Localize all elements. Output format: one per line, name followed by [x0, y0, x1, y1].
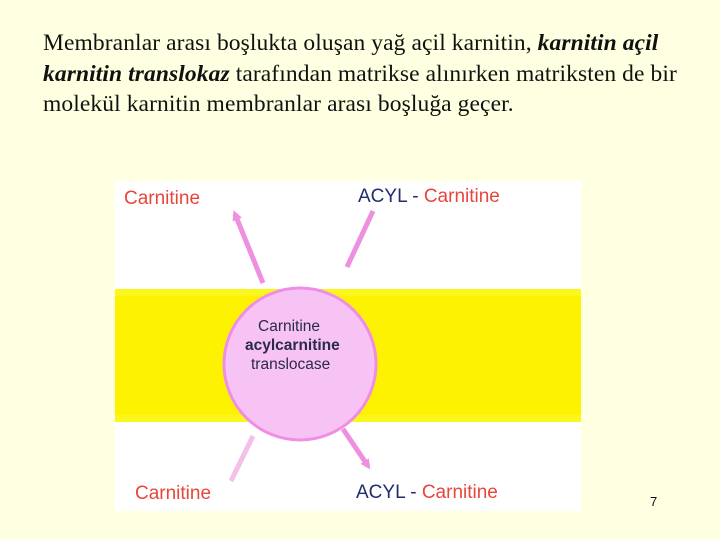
- label-acyl-carnitine-top: [358, 186, 500, 208]
- label-carnitine-bottom-left: Carnitine: [135, 483, 212, 504]
- arrow-in-top-right: [347, 211, 373, 267]
- label-carnitine-top-left: Carnitine: [124, 188, 201, 209]
- circle-label-line1: Carnitine: [258, 318, 321, 335]
- body-paragraph: [43, 28, 693, 120]
- label-carnitine-top-right: Carnitine: [423, 186, 500, 207]
- paragraph-text-part1: Membranlar arası boşlukta oluşan yağ açil karnitin,: [43, 30, 538, 56]
- label-acyl-top: ACYL -: [358, 186, 424, 207]
- label-carnitine-bottom-right: Carnitine: [421, 482, 498, 503]
- arrow-out-bottom-right: [343, 429, 368, 466]
- circle-label-line3: translocase: [251, 356, 331, 373]
- page-number: 7: [650, 494, 658, 509]
- circle-label: [235, 317, 385, 374]
- paragraph-emphasis: karnitin açil karnitin translokaz: [43, 30, 659, 87]
- circle-label-line2: acylcarnitine: [245, 337, 340, 354]
- arrow-out-top-left: [235, 214, 263, 283]
- label-acyl-carnitine-bottom: [356, 482, 498, 504]
- label-acyl-bottom: ACYL -: [356, 482, 422, 503]
- translocase-diagram: [115, 181, 581, 511]
- paragraph-text-part2: tarafından matrikse alınırken matriksten de bir molekül karnitin membranlar arası boşluğa geçer.: [43, 60, 677, 117]
- arrow-in-bottom-left: [231, 436, 253, 481]
